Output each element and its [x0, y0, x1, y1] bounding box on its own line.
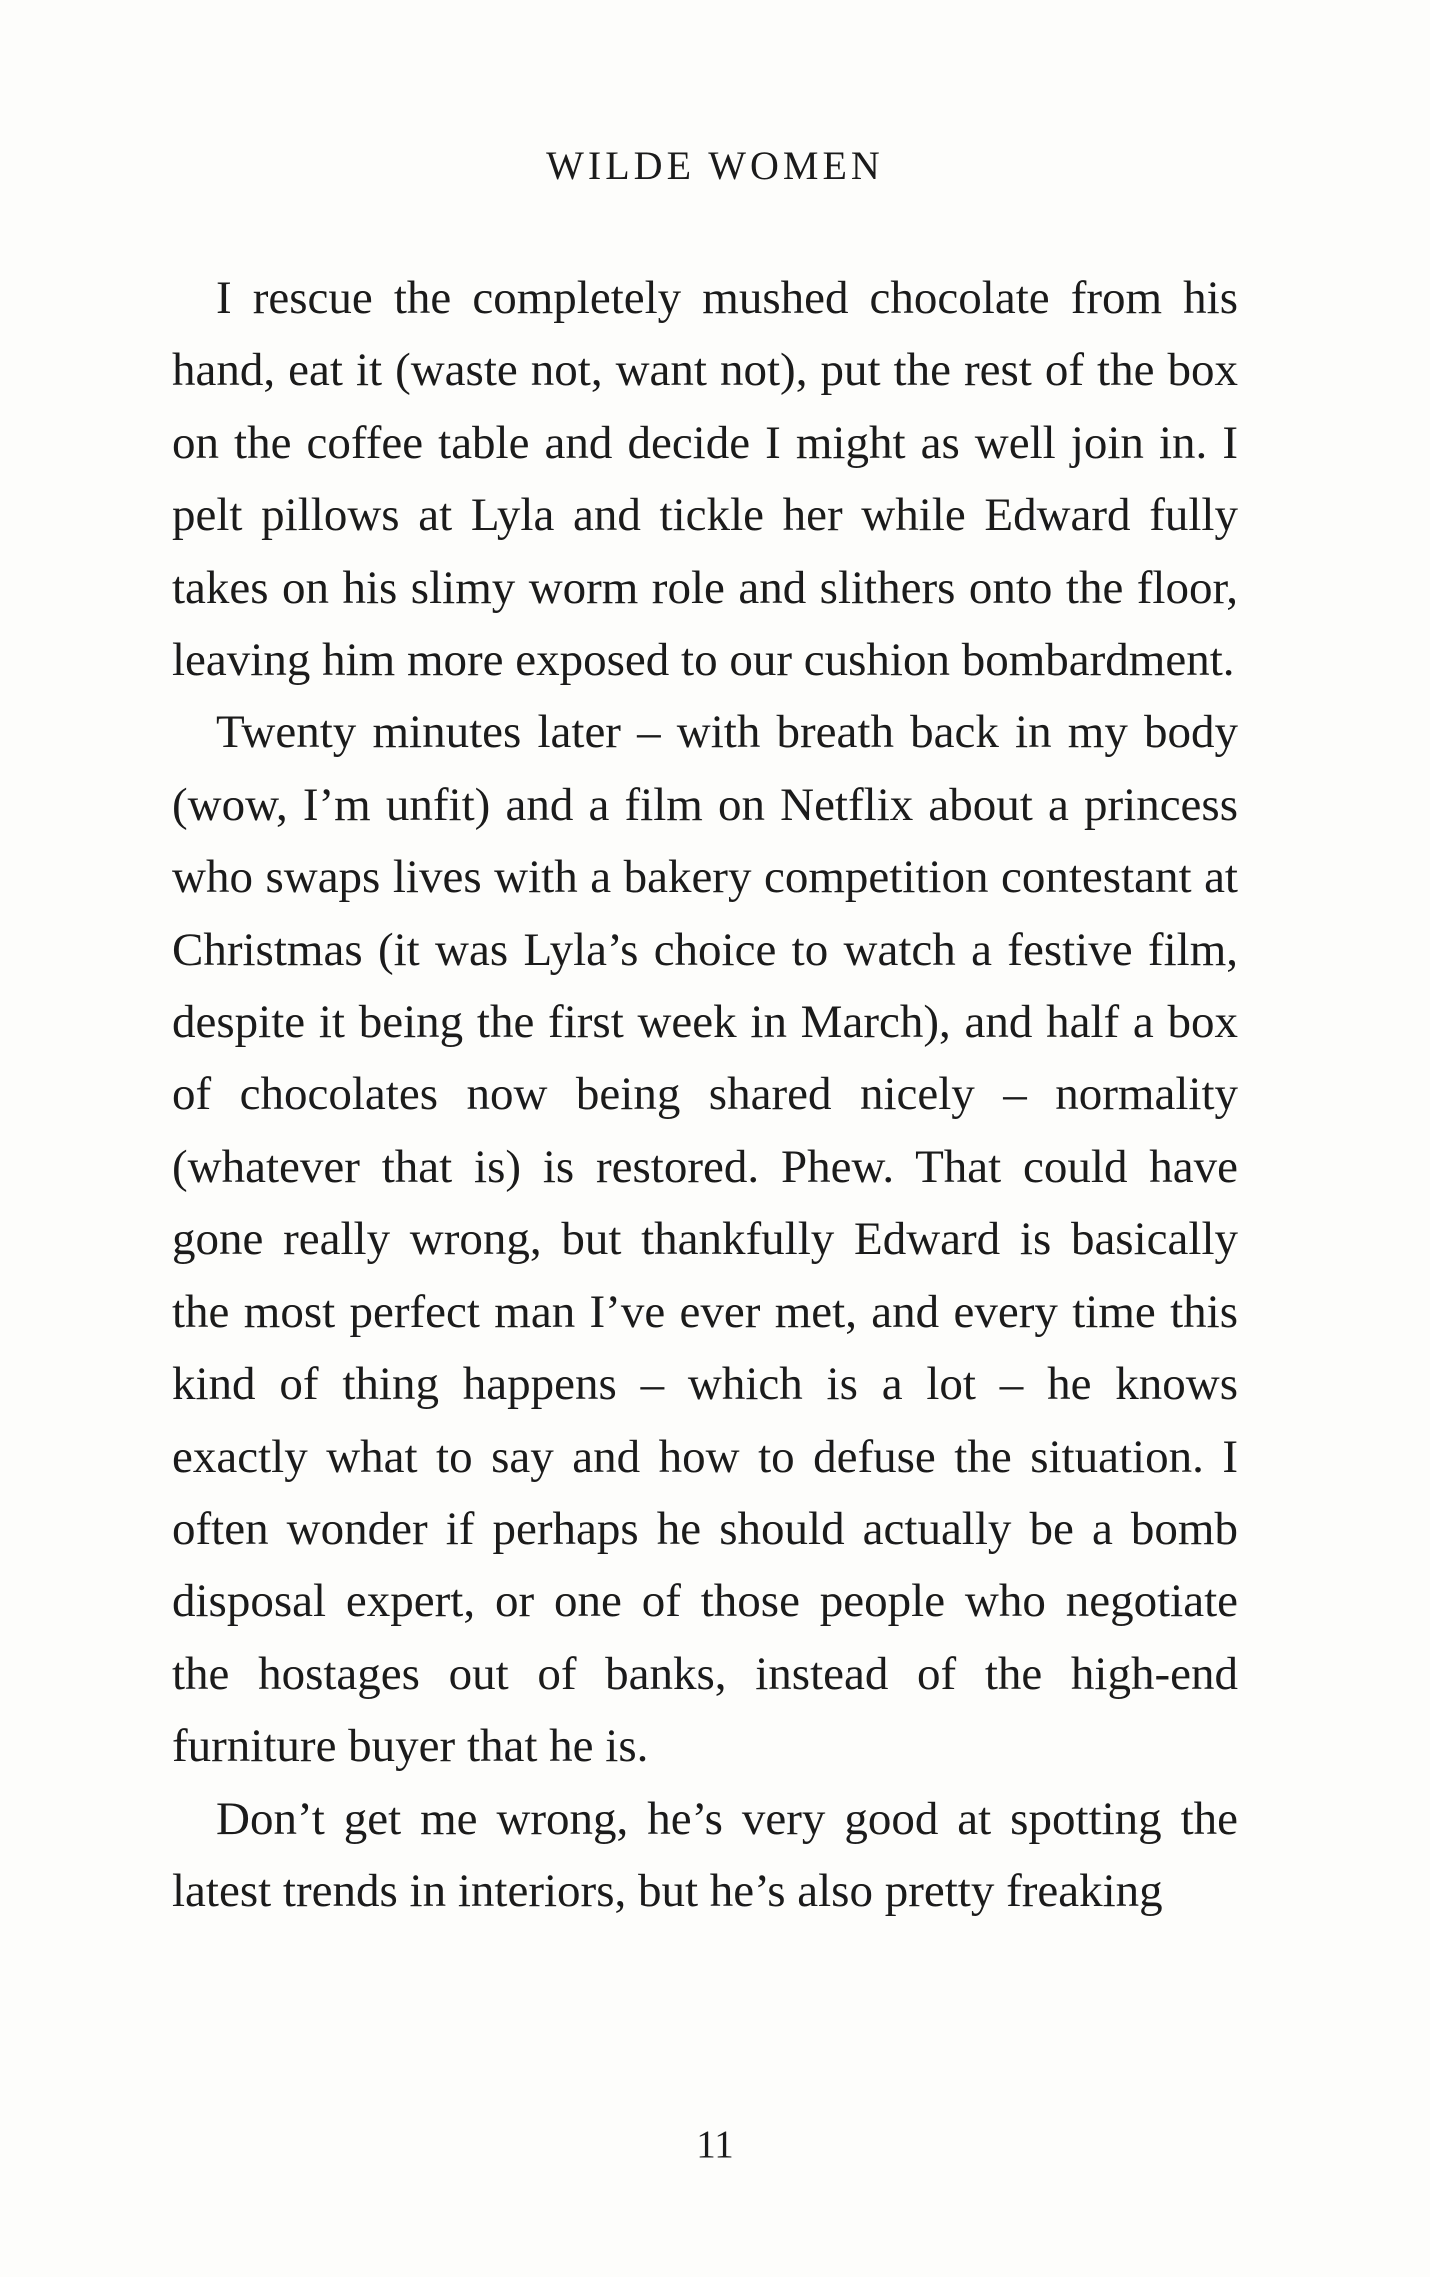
page-number: 11 [696, 2123, 734, 2166]
paragraph: Twenty minutes later – with breath back in my body (wow, I’m unfit) and a film on Netflix about a princess who swaps lives with a bakery competition contestant at Christmas (it was Lyla’s choice to watch a festive film, despite it being the first week in March), and half a box of chocolates now being shared nicely – normality (whatever that is) is restored. Phew. That could have gone really wrong, but thankfully Edward is basically the most perfect man I’ve ever met, and every time this kind of thing happens – which is a lot – he knows exactly what to say and how to defuse the situation. I often wonder if perhaps he should actually be a bomb disposal expert, or one of those people who negotiate the hostages out of banks, instead of the high-end furniture buyer that he is. [172, 706, 1238, 1773]
running-head: WILDE WOMEN [546, 143, 884, 188]
body-text [172, 262, 1238, 1927]
paragraph: Don’t get me wrong, he’s very good at spotting the latest trends in interiors, but he’s also pretty freaking [172, 1792, 1238, 1917]
paragraph: I rescue the completely mushed chocolate from his hand, eat it (waste not, want not), put the rest of the box on the coffee table and decide I might as well join in. I pelt pillows at Lyla and tickle her while Edward fully takes on his slimy worm role and slithers onto the floor, leaving him more exposed to our cushion bombardment. [172, 272, 1238, 687]
